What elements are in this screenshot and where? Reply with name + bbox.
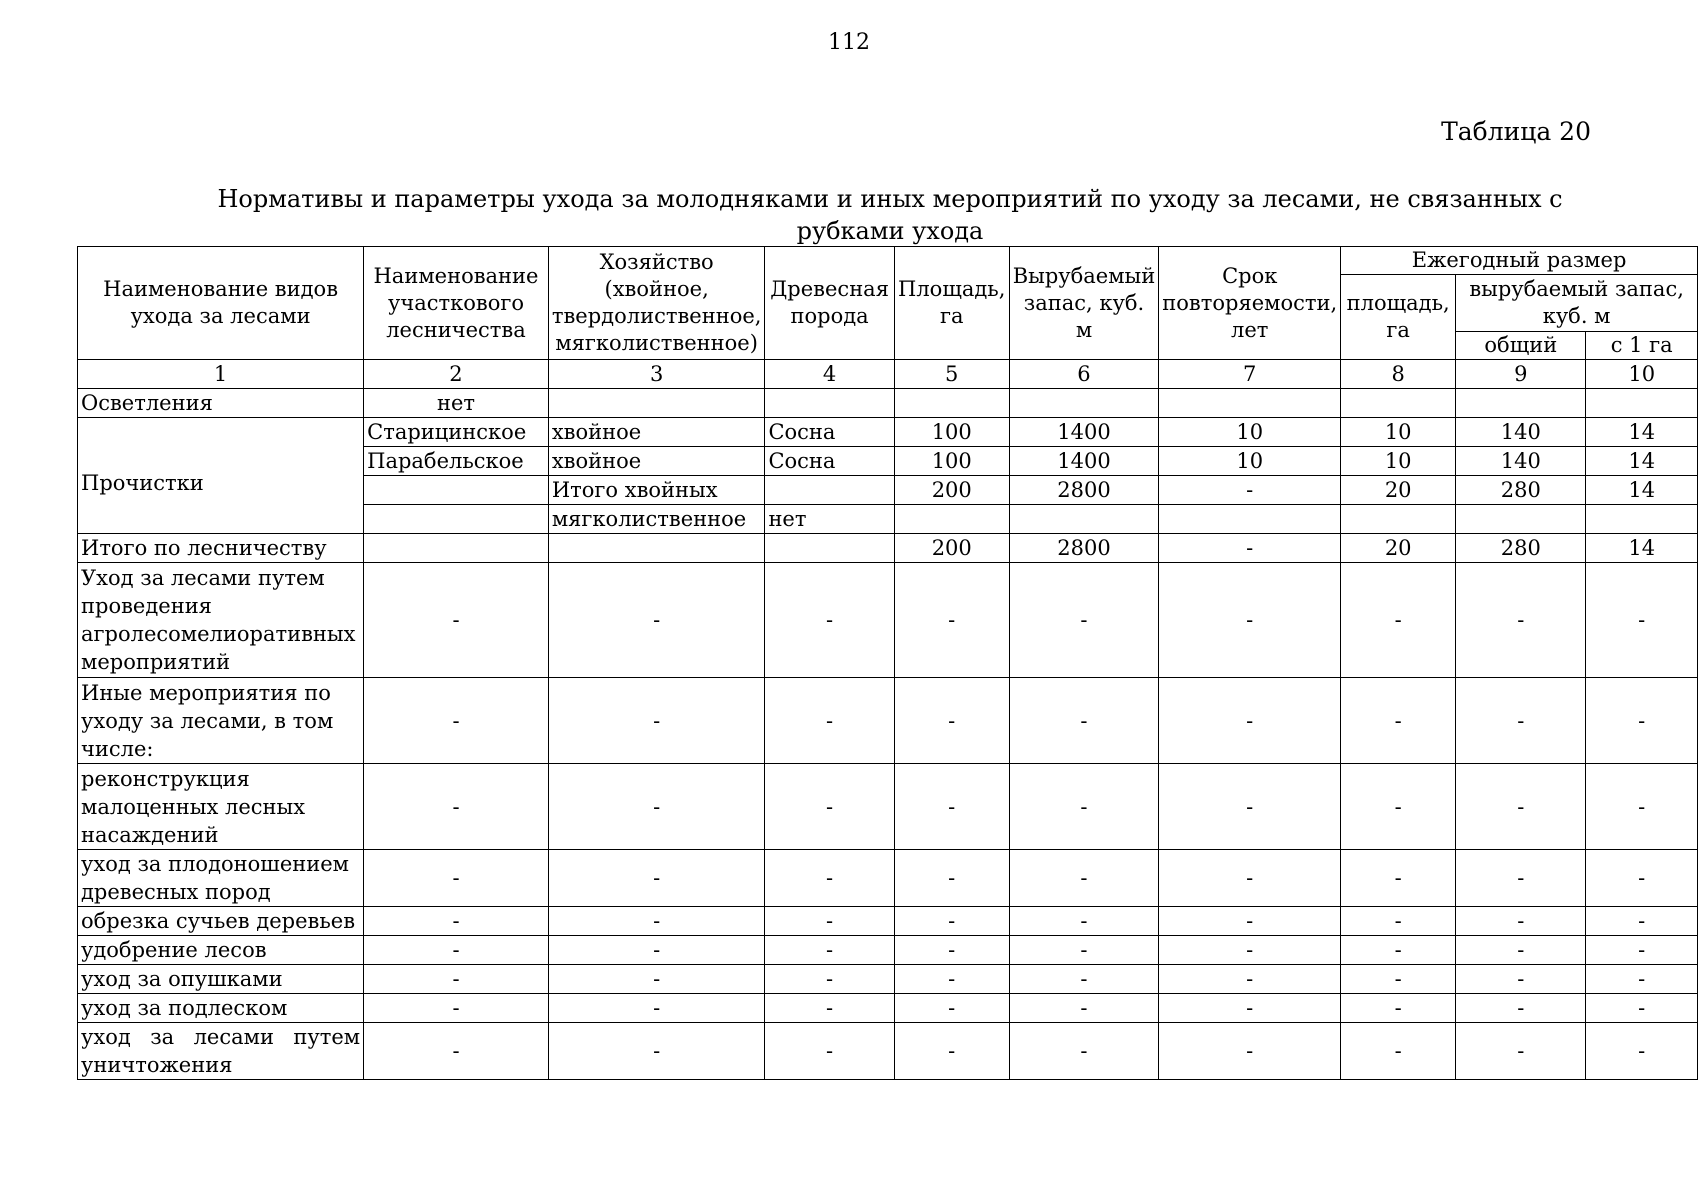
row-label: обрезка сучьев деревьев — [78, 907, 364, 936]
table-cell: Сосна — [765, 447, 894, 476]
table-cell — [1009, 505, 1159, 534]
header-annual-per-ha: с 1 га — [1586, 332, 1698, 360]
table-cell — [765, 534, 894, 563]
header-annual-volume: вырубаемый запас, куб. м — [1456, 275, 1698, 332]
table-cell: - — [1456, 965, 1586, 994]
header-annual-total: общий — [1456, 332, 1586, 360]
table-cell: 200 — [894, 534, 1009, 563]
table-cell: Парабельское — [364, 447, 549, 476]
table-row — [78, 994, 1698, 1023]
table-cell: Итого хвойных — [548, 476, 765, 505]
table-row — [78, 850, 1698, 907]
table-cell: 14 — [1586, 534, 1698, 563]
table-cell: 280 — [1456, 476, 1586, 505]
header-forestry: Наименование участкового лесничества — [364, 247, 549, 360]
column-number: 5 — [894, 360, 1009, 389]
header-annual: Ежегодный размер — [1341, 247, 1698, 275]
table-cell: 14 — [1586, 418, 1698, 447]
table-cell: - — [548, 764, 765, 850]
table-cell: мягколиственное — [548, 505, 765, 534]
table-cell: 140 — [1456, 447, 1586, 476]
table-cell: - — [765, 965, 894, 994]
table-cell: - — [765, 936, 894, 965]
column-number: 3 — [548, 360, 765, 389]
table-cell: - — [1341, 994, 1456, 1023]
table-cell: - — [894, 850, 1009, 907]
table-cell: - — [894, 764, 1009, 850]
table-cell: Сосна — [765, 418, 894, 447]
table-row — [78, 965, 1698, 994]
table-cell — [1586, 505, 1698, 534]
column-number: 4 — [765, 360, 894, 389]
table-cell: - — [765, 850, 894, 907]
table-cell: - — [1341, 907, 1456, 936]
table-cell: 14 — [1586, 476, 1698, 505]
table-cell: - — [894, 563, 1009, 678]
table-cell: - — [1159, 476, 1341, 505]
table-row — [78, 764, 1698, 850]
row-label: уход за лесами путем уничтожения — [78, 1023, 364, 1080]
table-cell: - — [1586, 994, 1698, 1023]
table-cell: - — [548, 907, 765, 936]
table-cell: 280 — [1456, 534, 1586, 563]
table-cell: - — [1586, 907, 1698, 936]
row-label: Иные мероприятия по уходу за лесами, в том числе: — [78, 678, 364, 764]
table-cell: - — [765, 563, 894, 678]
header-species: Древесная порода — [765, 247, 894, 360]
table-cell: - — [1341, 850, 1456, 907]
table-cell — [364, 476, 549, 505]
header-volume: Вырубаемый запас, куб. м — [1009, 247, 1159, 360]
table-cell: - — [548, 850, 765, 907]
table-cell — [894, 505, 1009, 534]
column-number: 8 — [1341, 360, 1456, 389]
table-cell: - — [894, 907, 1009, 936]
table-cell: - — [1009, 850, 1159, 907]
table-cell: - — [1159, 907, 1341, 936]
table-cell: - — [364, 850, 549, 907]
table-cell: хвойное — [548, 418, 765, 447]
table-cell: - — [894, 1023, 1009, 1080]
table-cell: - — [1159, 936, 1341, 965]
table-row — [78, 936, 1698, 965]
table-cell: - — [548, 965, 765, 994]
table-cell: - — [1159, 850, 1341, 907]
table-cell: - — [1456, 936, 1586, 965]
column-number: 7 — [1159, 360, 1341, 389]
table-cell: - — [364, 678, 549, 764]
table-cell: 10 — [1159, 418, 1341, 447]
row-label: уход за опушками — [78, 965, 364, 994]
table-cell: - — [548, 563, 765, 678]
row-label: уход за подлеском — [78, 994, 364, 1023]
table-cell: - — [1159, 678, 1341, 764]
table-cell: - — [894, 994, 1009, 1023]
table-cell: - — [1586, 764, 1698, 850]
row-label: Уход за лесами путем проведения агролесомелиоративных мероприятий — [78, 563, 364, 678]
table-cell: 100 — [894, 418, 1009, 447]
table-cell: - — [1341, 965, 1456, 994]
table-cell: - — [765, 678, 894, 764]
table-cell: - — [364, 936, 549, 965]
table-cell: Старицинское — [364, 418, 549, 447]
table-cell — [765, 476, 894, 505]
table-cell: - — [364, 764, 549, 850]
header-area: Площадь, га — [894, 247, 1009, 360]
table-cell: - — [1586, 965, 1698, 994]
table-cell — [364, 534, 549, 563]
table-cell: - — [1586, 678, 1698, 764]
table-cell: 200 — [894, 476, 1009, 505]
table-cell: - — [1009, 907, 1159, 936]
table-cell: - — [1009, 678, 1159, 764]
table-cell: - — [364, 965, 549, 994]
table-cell: - — [1456, 678, 1586, 764]
table-title: Нормативы и параметры ухода за молодняками и иных мероприятий по уходу за лесами, не связанных с рубками ухода — [217, 185, 1563, 245]
header-annual-area: площадь, га — [1341, 275, 1456, 360]
norms-table — [77, 246, 1698, 1080]
table-cell — [1159, 505, 1341, 534]
table-cell: - — [1586, 1023, 1698, 1080]
row-label: Итого по лесничеству — [78, 534, 364, 563]
table-cell: - — [548, 1023, 765, 1080]
table-cell: 10 — [1341, 418, 1456, 447]
table-cell: 2800 — [1009, 534, 1159, 563]
header-repeat-period: Срок повторяемости, лет — [1159, 247, 1341, 360]
column-number: 2 — [364, 360, 549, 389]
column-number: 9 — [1456, 360, 1586, 389]
table-cell: - — [1586, 936, 1698, 965]
table-cell: - — [765, 994, 894, 1023]
row-label: уход за плодоношением древесных пород — [78, 850, 364, 907]
table-cell: 10 — [1159, 447, 1341, 476]
row-label: Осветления — [78, 389, 364, 418]
table-cell: - — [548, 936, 765, 965]
table-cell: 100 — [894, 447, 1009, 476]
table-cell: - — [1586, 563, 1698, 678]
table-cell: - — [1586, 850, 1698, 907]
table-cell — [1456, 505, 1586, 534]
table-cell: - — [894, 678, 1009, 764]
table-cell: - — [1009, 764, 1159, 850]
table-cell: 14 — [1586, 447, 1698, 476]
table-cell: - — [364, 1023, 549, 1080]
table-cell: - — [1159, 965, 1341, 994]
table-cell: - — [364, 907, 549, 936]
table-row — [78, 563, 1698, 678]
table-cell: - — [1159, 994, 1341, 1023]
table-cell: - — [894, 965, 1009, 994]
table-cell: - — [1159, 1023, 1341, 1080]
header-economy: Хозяйство (хвойное, твердолиственное, мягколиственное) — [548, 247, 765, 360]
table-cell: - — [1159, 764, 1341, 850]
table-cell: - — [1341, 936, 1456, 965]
table-cell: - — [765, 1023, 894, 1080]
column-number: 10 — [1586, 360, 1698, 389]
table-row — [78, 389, 1698, 418]
row-label: Прочистки — [78, 418, 364, 534]
table-cell: - — [1341, 764, 1456, 850]
table-cell: - — [1009, 994, 1159, 1023]
table-cell: - — [1009, 563, 1159, 678]
table-row — [78, 907, 1698, 936]
column-number: 6 — [1009, 360, 1159, 389]
table-cell: - — [765, 764, 894, 850]
table-cell: - — [1009, 936, 1159, 965]
table-cell: 1400 — [1009, 447, 1159, 476]
table-cell: - — [548, 678, 765, 764]
row-label: реконструкция малоценных лесных насаждений — [78, 764, 364, 850]
table-cell: - — [1341, 678, 1456, 764]
column-numbers-row — [78, 360, 1698, 389]
table-cell: - — [548, 994, 765, 1023]
table-cell: 20 — [1341, 476, 1456, 505]
table-row — [78, 1023, 1698, 1080]
table-cell: нет — [364, 389, 549, 418]
table-cell: 20 — [1341, 534, 1456, 563]
table-cell: 10 — [1341, 447, 1456, 476]
table-cell: - — [1159, 563, 1341, 678]
table-cell: - — [1456, 764, 1586, 850]
table-cell: - — [1456, 994, 1586, 1023]
table-cell: - — [1456, 1023, 1586, 1080]
table-cell: 140 — [1456, 418, 1586, 447]
table-cell: - — [1456, 563, 1586, 678]
table-label: Таблица 20 — [1441, 117, 1591, 146]
table-cell: - — [1009, 965, 1159, 994]
table-cell: - — [364, 563, 549, 678]
header-activity-type: Наименование видов ухода за лесами — [78, 247, 364, 360]
table-cell: 2800 — [1009, 476, 1159, 505]
table-cell: - — [1341, 563, 1456, 678]
table-cell: - — [1009, 1023, 1159, 1080]
table-cell: хвойное — [548, 447, 765, 476]
table-cell: - — [1456, 850, 1586, 907]
table-cell: - — [1341, 1023, 1456, 1080]
table-cell: - — [364, 994, 549, 1023]
table-cell: - — [765, 907, 894, 936]
column-number: 1 — [78, 360, 364, 389]
table-cell: нет — [765, 505, 894, 534]
row-label: удобрение лесов — [78, 936, 364, 965]
table-cell: - — [1159, 534, 1341, 563]
table-cell — [548, 534, 765, 563]
table-row — [78, 418, 1698, 447]
table-cell: - — [1456, 907, 1586, 936]
table-cell: 1400 — [1009, 418, 1159, 447]
table-cell: - — [894, 936, 1009, 965]
table-row — [78, 678, 1698, 764]
table-cell — [1341, 505, 1456, 534]
total-row — [78, 534, 1698, 563]
table-cell — [364, 505, 549, 534]
page-number: 112 — [828, 30, 870, 55]
